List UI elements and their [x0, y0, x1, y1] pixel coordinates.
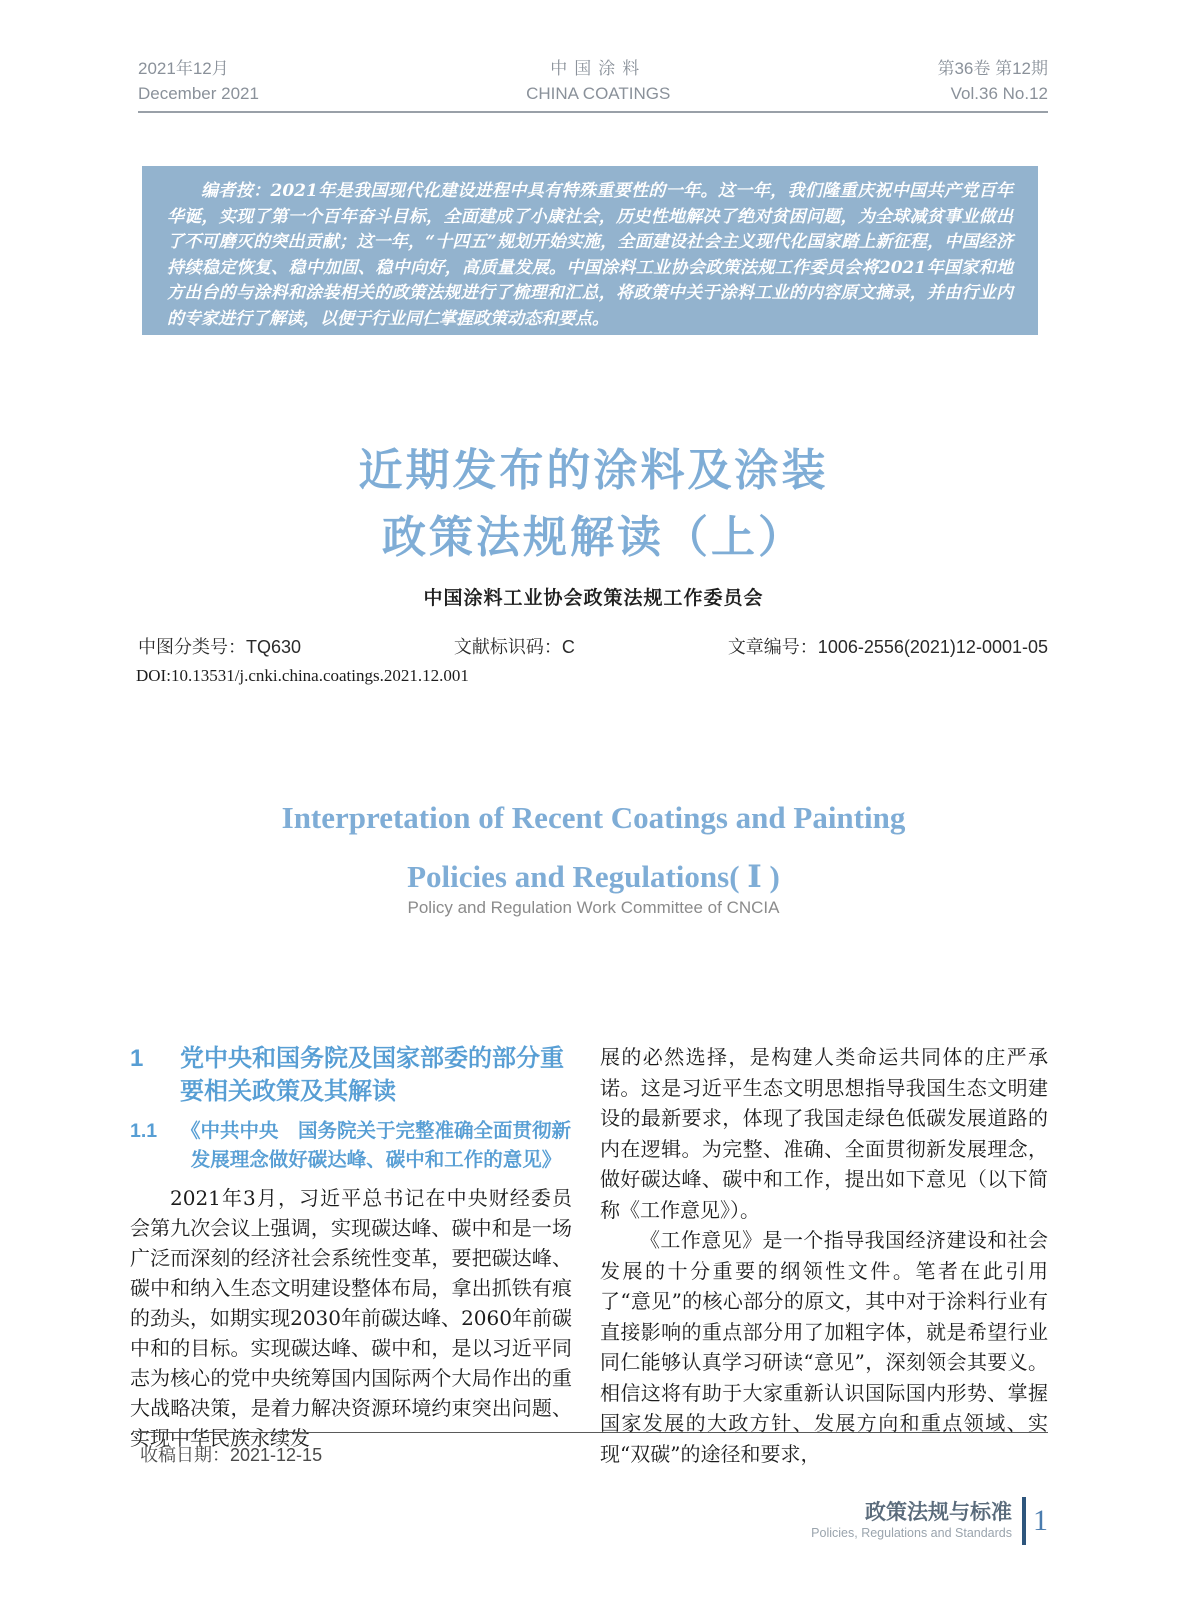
page-header	[138, 56, 1048, 106]
header-journal-en: CHINA COATINGS	[526, 84, 671, 103]
article-author-en: Policy and Regulation Work Committee of CNCIA	[407, 898, 780, 917]
section-1-1-heading	[130, 1117, 572, 1175]
article-title-zh-line2: 政策法规解读（上）	[382, 513, 805, 562]
footer-column-zh: 政策法规与标准	[865, 1501, 1012, 1524]
meta-clc-number: 中图分类号：TQ630	[138, 637, 302, 657]
header-rule	[138, 111, 1048, 113]
received-date: 收稿日期：2021-12-15	[140, 1445, 323, 1465]
paragraph-1-left: 2021年3月，习近平总书记在中央财经委员会第九次会议上强调，实现碳达峰、碳中和是一场广泛而深刻的经济社会系统性变革，要把碳达峰、碳中和纳入生态文明建设整体布局，拿出抓铁有痕的劲头，如期实现2030年前碳达峰、2060年前碳中和的目标。实现碳达峰、碳中和，是以习近平同志为核心的党中央统筹国内国际两个大局作出的重大战略决策，是着力解决资源环境约束突出问题、实现中华民族永续发	[130, 1186, 572, 1450]
article-title-zh	[0, 437, 1187, 571]
footnote-rule	[138, 1432, 1048, 1433]
footer-divider-bar	[1022, 1497, 1026, 1545]
section-1-1-number: 1.1	[130, 1120, 158, 1142]
header-date-en: December 2021	[138, 84, 259, 103]
body-column-right	[600, 1042, 1048, 1469]
meta-document-code: 文献标识码：C	[453, 637, 575, 657]
header-journal-name	[526, 56, 670, 106]
section-1-heading	[130, 1042, 572, 1108]
article-title-en-line1: Interpretation of Recent Coatings and Painting	[281, 800, 906, 835]
footer-column-en: Policies, Regulations and Standards	[811, 1526, 1012, 1540]
editor-note-text: 编者按：2021年是我国现代化建设进程中具有特殊重要性的一年。这一年，我们隆重庆祝中国共产党百年华诞，实现了第一个百年奋斗目标，全面建成了小康社会，历史性地解决了绝对贫困问题，为全球减贫事业做出了不可磨灭的突出贡献；这一年，“十四五”规划开始实施，全面建设社会主义现代化国家踏上新征程，中国经济持续稳定恢复、稳中加固、稳中向好，高质量发展。中国涂料工业协会政策法规工作委员会将2021年国家和地方出台的与涂料和涂装相关的政策法规进行了梳理和汇总，将政策中关于涂料工业的内容原文摘录，并由行业内的专家进行了解读，以便于行业同仁掌握政策动态和要点。	[167, 181, 1013, 329]
section-1-1-title: 《中共中央 国务院关于完整准确全面贯彻新发展理念做好碳达峰、碳中和工作的意见》	[180, 1120, 571, 1171]
header-date	[138, 56, 259, 106]
article-author-zh: 中国涂料工业协会政策法规工作委员会	[423, 588, 764, 609]
header-journal-zh: 中国涂料	[550, 59, 647, 78]
editor-note-box	[142, 166, 1038, 335]
article-title-en	[0, 788, 1187, 906]
header-issue-en: Vol.36 No.12	[950, 84, 1048, 103]
article-title-en-line2: Policies and Regulations( Ⅰ )	[407, 859, 780, 894]
footer-column-label	[811, 1501, 1012, 1541]
meta-article-id: 文章编号：1006-2556(2021)12-0001-05	[727, 637, 1048, 657]
header-issue	[937, 56, 1048, 106]
meta-doi: DOI:10.13531/j.cnki.china.coatings.2021.12.001	[136, 666, 469, 685]
header-date-zh: 2021年12月	[138, 59, 229, 78]
page-footer	[811, 1497, 1048, 1545]
section-1-title: 党中央和国务院及国家部委的部分重要相关政策及其解读	[180, 1045, 564, 1105]
header-issue-zh: 第36卷 第12期	[937, 59, 1048, 78]
paragraph-2-right: 《工作意见》是一个指导我国经济建设和社会发展的十分重要的纲领性文件。笔者在此引用了“意见”的核心部分的原文，其中对于涂料行业有直接影响的重点部分用了加粗字体，就是希望行业同仁能够认真学习研读“意见”，深刻领会其要义。相信这将有助于大家重新认识国际国内形势、掌握国家发展的大政方针、发展方向和重点领域、实现“双碳”的途径和要求，	[600, 1228, 1048, 1466]
body-column-left	[130, 1042, 572, 1453]
page-number: 1	[1033, 1504, 1048, 1537]
article-title-zh-line1: 近期发布的涂料及涂装	[358, 446, 829, 495]
article-meta-row	[138, 633, 1048, 659]
section-1-number: 1	[130, 1045, 144, 1072]
paragraph-1-right: 展的必然选择，是构建人类命运共同体的庄严承诺。这是习近平生态文明思想指导我国生态文明建设的最新要求，体现了我国走绿色低碳发展道路的内在逻辑。为完整、准确、全面贯彻新发展理念，做好碳达峰、碳中和工作，提出如下意见（以下简称《工作意见》）。	[600, 1045, 1048, 1222]
